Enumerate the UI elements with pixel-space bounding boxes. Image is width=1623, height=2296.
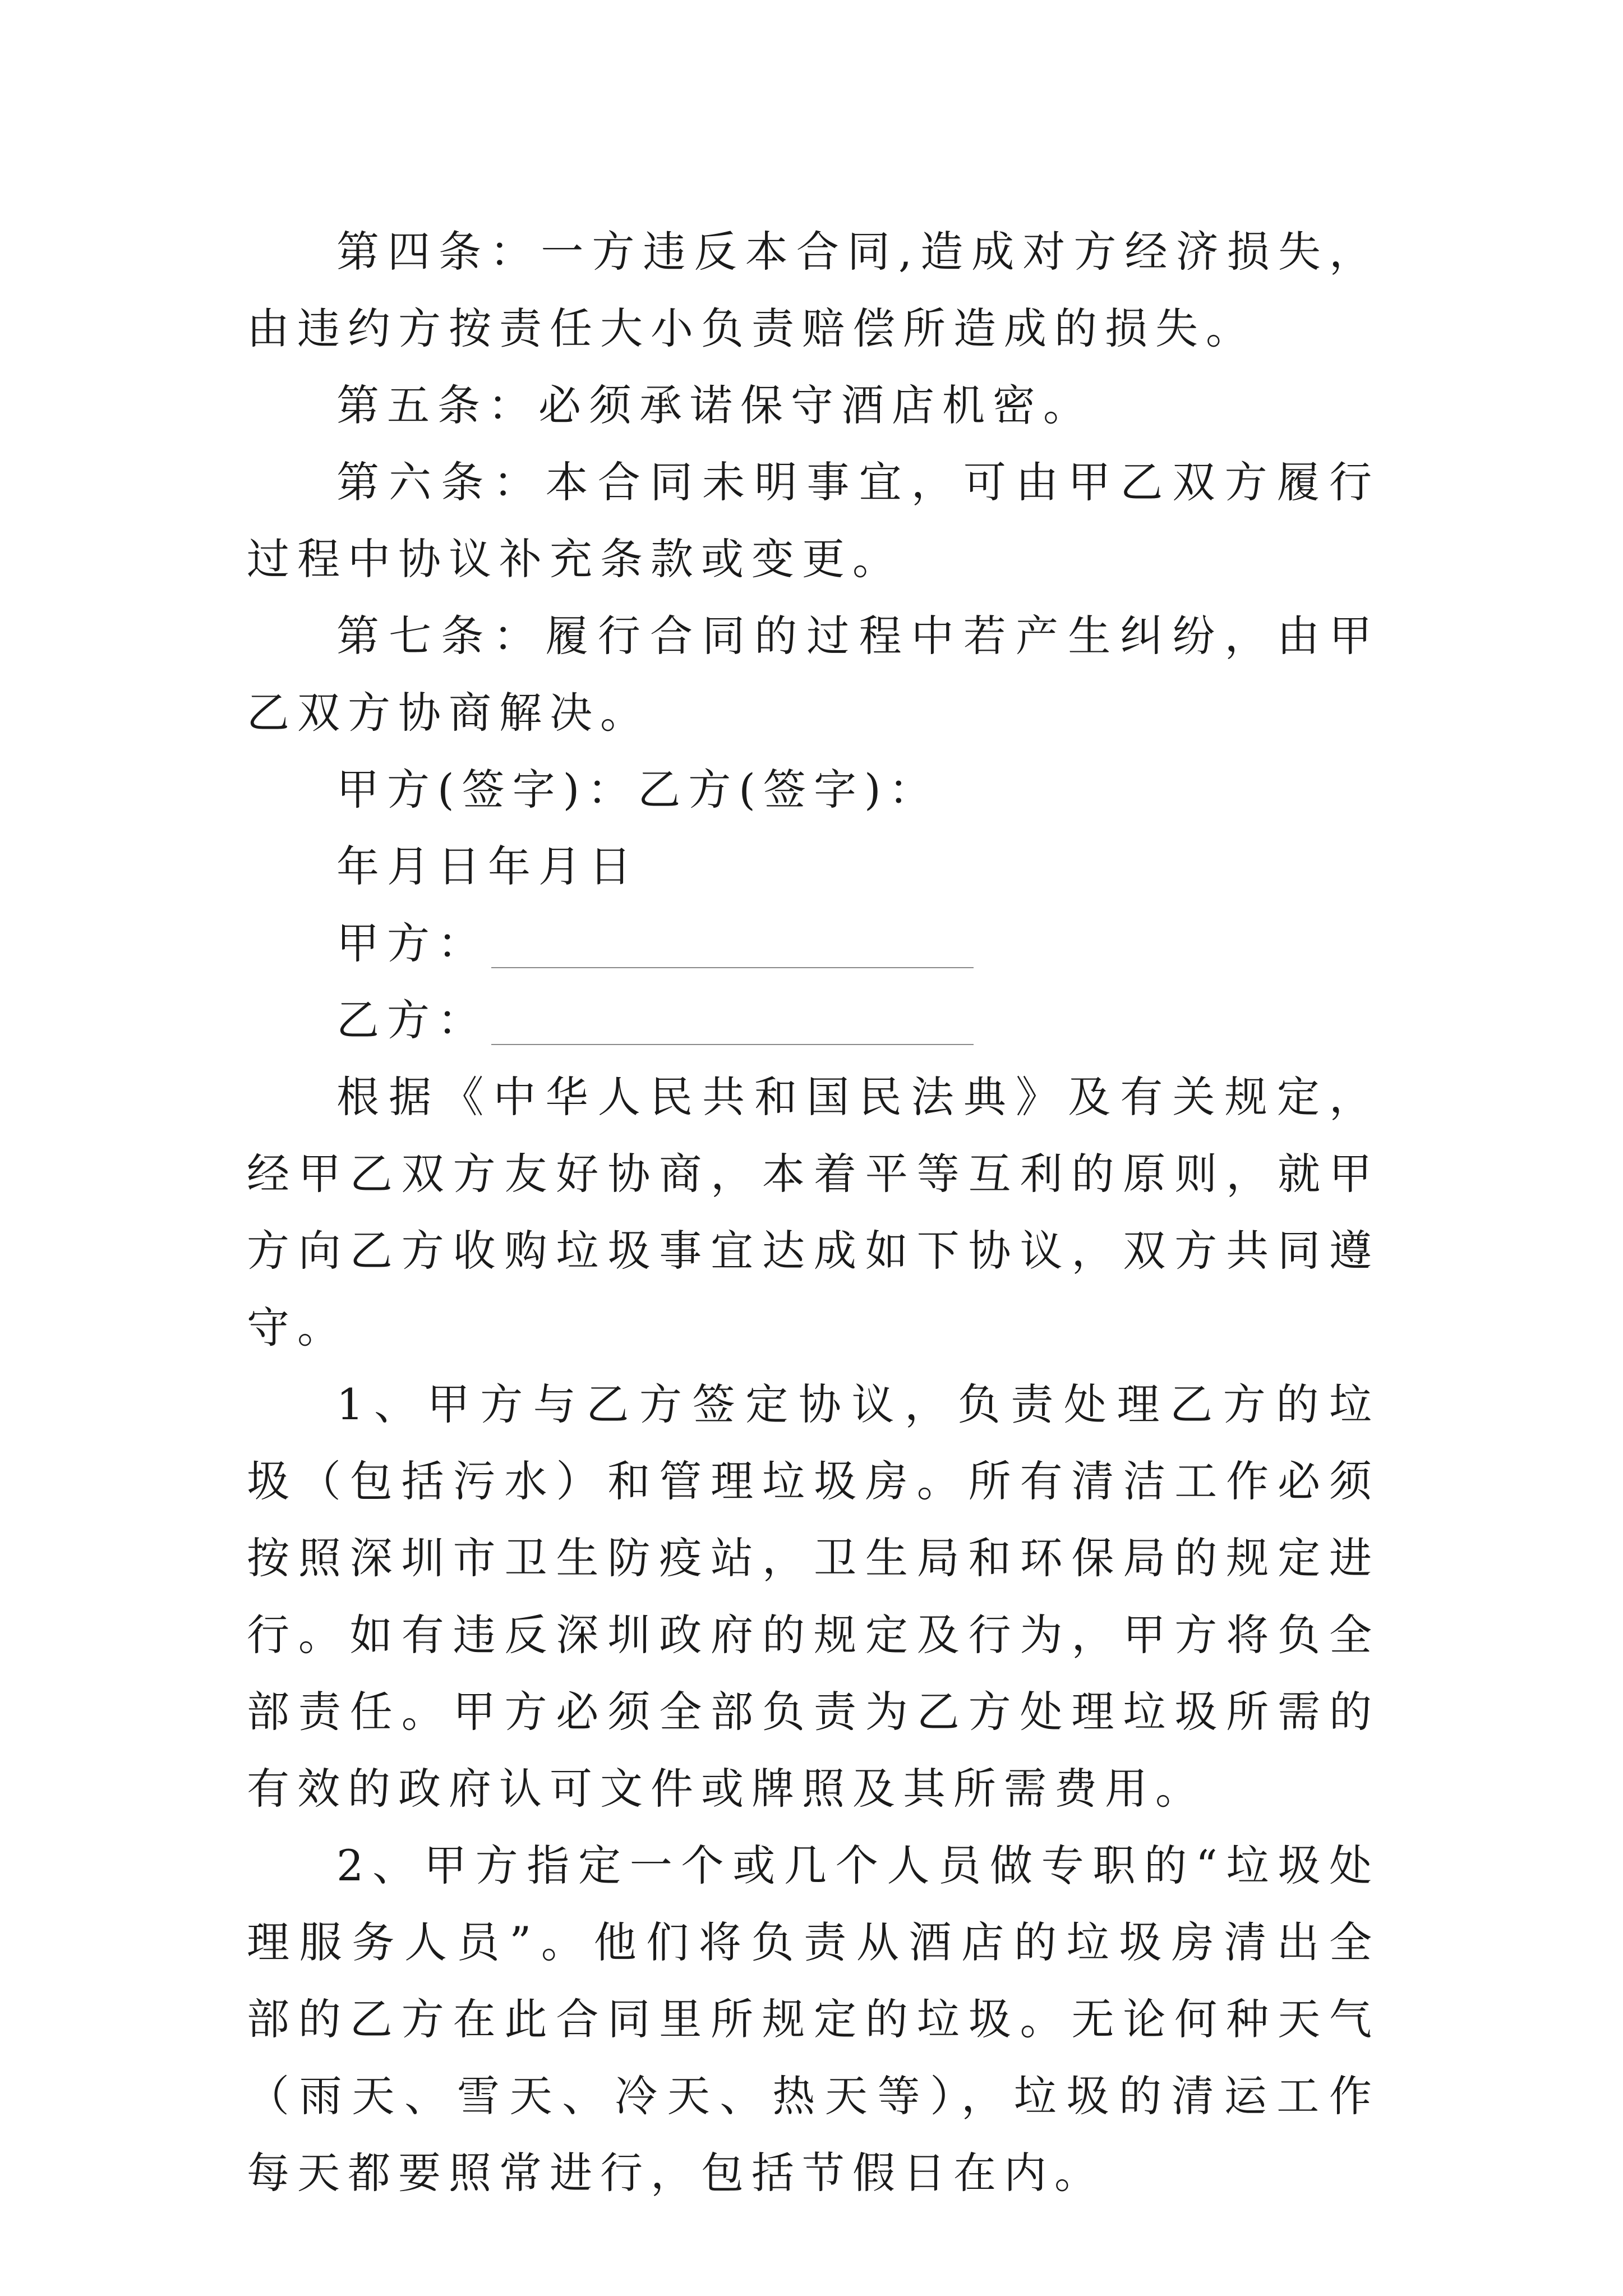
signature-dates: 年月日年月日 [336,841,639,891]
party-a-blank [491,933,974,968]
clause-4: 第四条：一方违反本合同,造成对方经济损失，由违约方按责任大小负责赔偿所造成的损失。 [247,227,1380,353]
party-b-line [247,982,1380,1059]
party-a-line [247,905,1380,982]
clause-5: 第五条：必须承诺保守酒店机密。 [336,380,1094,430]
document-body [247,213,1380,2211]
agreement-item-1: 1、甲方与乙方签定协议，负责处理乙方的垃圾（包括污水）和管理垃圾房。所有清洁工作必须按照深圳市卫生防疫站，卫生局和环保局的规定进行。如有违反深圳政府的规定及行为，甲方将负全部责任。甲方必须全部负责为乙方处理垃圾所需的有效的政府认可文件或牌照及其所需费用。 [247,1379,1380,1814]
party-a-label: 甲方： [336,918,488,968]
agreement-item-2: 2、甲方指定一个或几个人员做专职的“垃圾处理服务人员”。他们将负责从酒店的垃圾房清出全部的乙方在此合同里所规定的垃圾。无论何种天气（雨天、雪天、冷天、热天等），垃圾的清运工作每天都要照常进行，包括节假日在内。 [247,1841,1380,2198]
party-b-blank [491,1010,974,1045]
clause-7: 第七条：履行合同的过程中若产生纠纷，由甲乙双方协商解决。 [247,611,1380,738]
signature-labels: 甲方(签字)：乙方(签字)： [336,765,939,815]
party-b-label: 乙方： [336,995,488,1045]
agreement-preamble: 根据《中华人民共和国民法典》及有关规定，经甲乙双方友好协商，本着平等互利的原则，就甲方向乙方收购垃圾事宜达成如下协议，双方共同遵守。 [247,1072,1380,1352]
clause-6: 第六条：本合同未明事宜，可由甲乙双方履行过程中协议补充条款或变更。 [247,457,1380,584]
